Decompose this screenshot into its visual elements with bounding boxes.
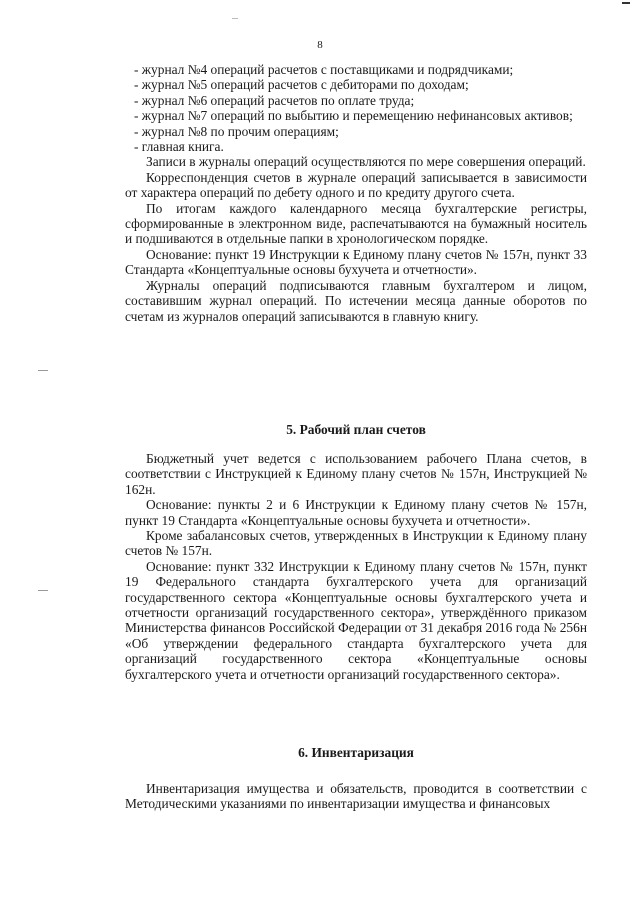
list-item: - журнал №5 операций расчетов с дебиторами по доходам;	[134, 77, 469, 93]
scan-corner-mark	[622, 2, 630, 4]
paragraph: Журналы операций подписываются главным бухгалтером и лицом, составившим журнал операций. По истечении месяца данные оборотов по счетам из журналов операций записываются в главную книгу.	[125, 277, 587, 324]
page-number: 8	[317, 39, 323, 51]
text-block-inventory	[125, 781, 587, 812]
list-item: - журнал №8 по прочим операциям;	[134, 123, 339, 139]
scan-speck	[232, 18, 238, 19]
margin-mark	[38, 590, 48, 591]
paragraph: По итогам каждого календарного месяца бухгалтерские регистры, сформированные в электронном виде, распечатываются на бумажный носитель и подшиваются в отдельные папки в хронологическом порядке.	[125, 200, 587, 247]
paragraph: Основание: пункт 19 Инструкции к Единому плану счетов № 157н, пункт 33 Стандарта «Концептуальные основы бухучета и отчетности».	[125, 246, 587, 278]
paragraph: Кроме забалансовых счетов, утвержденных в Инструкции к Единому плану счетов № 157н.	[125, 528, 587, 559]
text-block-journals	[125, 62, 587, 324]
list-item: - журнал №4 операций расчетов с поставщиками и подрядчиками;	[134, 62, 514, 77]
paragraph: Основание: пункты 2 и 6 Инструкции к Единому плану счетов № 157н, пункт 19 Стандарта «Концептуальные основы бухучета и отчетности».	[125, 497, 587, 528]
text-block-work-plan	[125, 451, 587, 682]
section-heading-inventory: 6. Инвентаризация	[298, 745, 414, 760]
paragraph: Основание: пункт 332 Инструкции к Единому плану счетов № 157н, пункт 19 Федерального стандарта бухгалтерского учета для организаций государственного сектора «Концептуальные основы бухгалтерского учета и отчетности организаций государственного сектора», утверждённого приказом Министерства финансов Российской Федерации от 31 декабря 2016 года № 256н «Об утверждении федерального стандарта бухгалтерского учета для организаций государственного сектора «Концептуальные основы бухгалтерского учета и отчетности организаций государственного сектора».	[125, 558, 587, 682]
list-item: - журнал №7 операций по выбытию и перемещению нефинансовых активов;	[134, 108, 573, 124]
section-heading-work-plan: 5. Рабочий план счетов	[286, 422, 426, 437]
list-item: - журнал №6 операций расчетов по оплате труда;	[134, 92, 415, 108]
paragraph: Записи в журналы операций осуществляются по мере совершения операций.	[146, 154, 586, 170]
paragraph: Бюджетный учет ведется с использованием рабочего Плана счетов, в соответствии с Инструкцией к Единому плану счетов № 157н, Инструкцией № 162н.	[125, 451, 587, 497]
margin-mark	[38, 370, 48, 371]
list-item: - главная книга.	[134, 139, 224, 155]
paragraph: Корреспонденция счетов в журнале операций записывается в зависимости от характера операций по дебету одного и по кредиту другого счета.	[125, 169, 587, 201]
paragraph: Инвентаризация имущества и обязательств, проводится в соответствии с Методическими указаниями по инвентаризации имущества и финансовых	[125, 781, 587, 812]
